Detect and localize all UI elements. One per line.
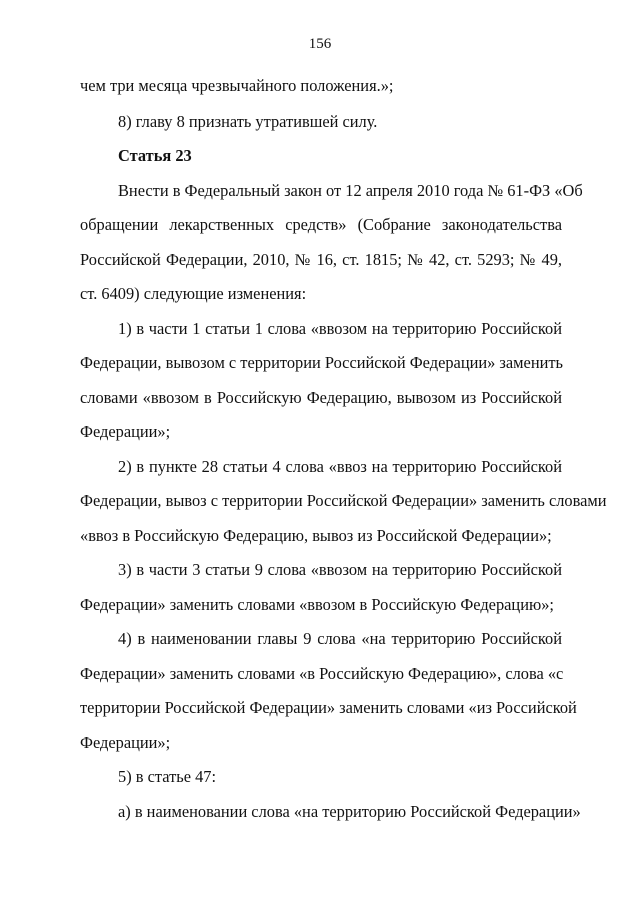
page-number: 156 (308, 36, 332, 52)
text-line: 2) в пункте 28 статьи 4 слова «ввоз на территорию Российской (118, 457, 562, 476)
text-line: территории Российской Федерации» заменить словами «из Российской (80, 698, 577, 717)
text-line: Федерации»; (80, 422, 171, 441)
text-line: 8) главу 8 признать утратившей силу. (118, 112, 378, 131)
text-line: 4) в наименовании главы 9 слова «на территорию Российской (118, 629, 562, 648)
text-line: 1) в части 1 статьи 1 слова «ввозом на территорию Российской (118, 319, 562, 338)
text-line: 5) в статье 47: (118, 767, 217, 786)
text-line: Внести в Федеральный закон от 12 апреля 2010 года № 61-ФЗ «Об (118, 181, 583, 200)
text-line: «ввоз в Российскую Федерацию, вывоз из Российской Федерации»; (80, 526, 552, 545)
text-line: Федерации»; (80, 733, 171, 752)
article-heading: Статья 23 (118, 146, 192, 165)
text-line: чем три месяца чрезвычайного положения.»; (80, 76, 394, 95)
text-line: Федерации» заменить словами «в Российскую Федерацию», слова «с (80, 664, 564, 683)
text-line: а) в наименовании слова «на территорию Российской Федерации» (118, 802, 581, 821)
text-line: ст. 6409) следующие изменения: (80, 284, 307, 303)
text-line: обращении лекарственных средств» (Собрание законодательства (80, 215, 562, 234)
text-line: словами «ввозом в Российскую Федерацию, вывозом из Российской (80, 388, 562, 407)
text-line: Федерации, вывозом с территории Российской Федерации» заменить (80, 353, 564, 372)
text-line: Федерации, вывоз с территории Российской Федерации» заменить словами (80, 491, 607, 510)
text-line: Российской Федерации, 2010, № 16, ст. 1815; № 42, ст. 5293; № 49, (80, 250, 562, 269)
text-line: 3) в части 3 статьи 9 слова «ввозом на территорию Российской (118, 560, 562, 579)
text-line: Федерации» заменить словами «ввозом в Российскую Федерацию»; (80, 595, 554, 614)
